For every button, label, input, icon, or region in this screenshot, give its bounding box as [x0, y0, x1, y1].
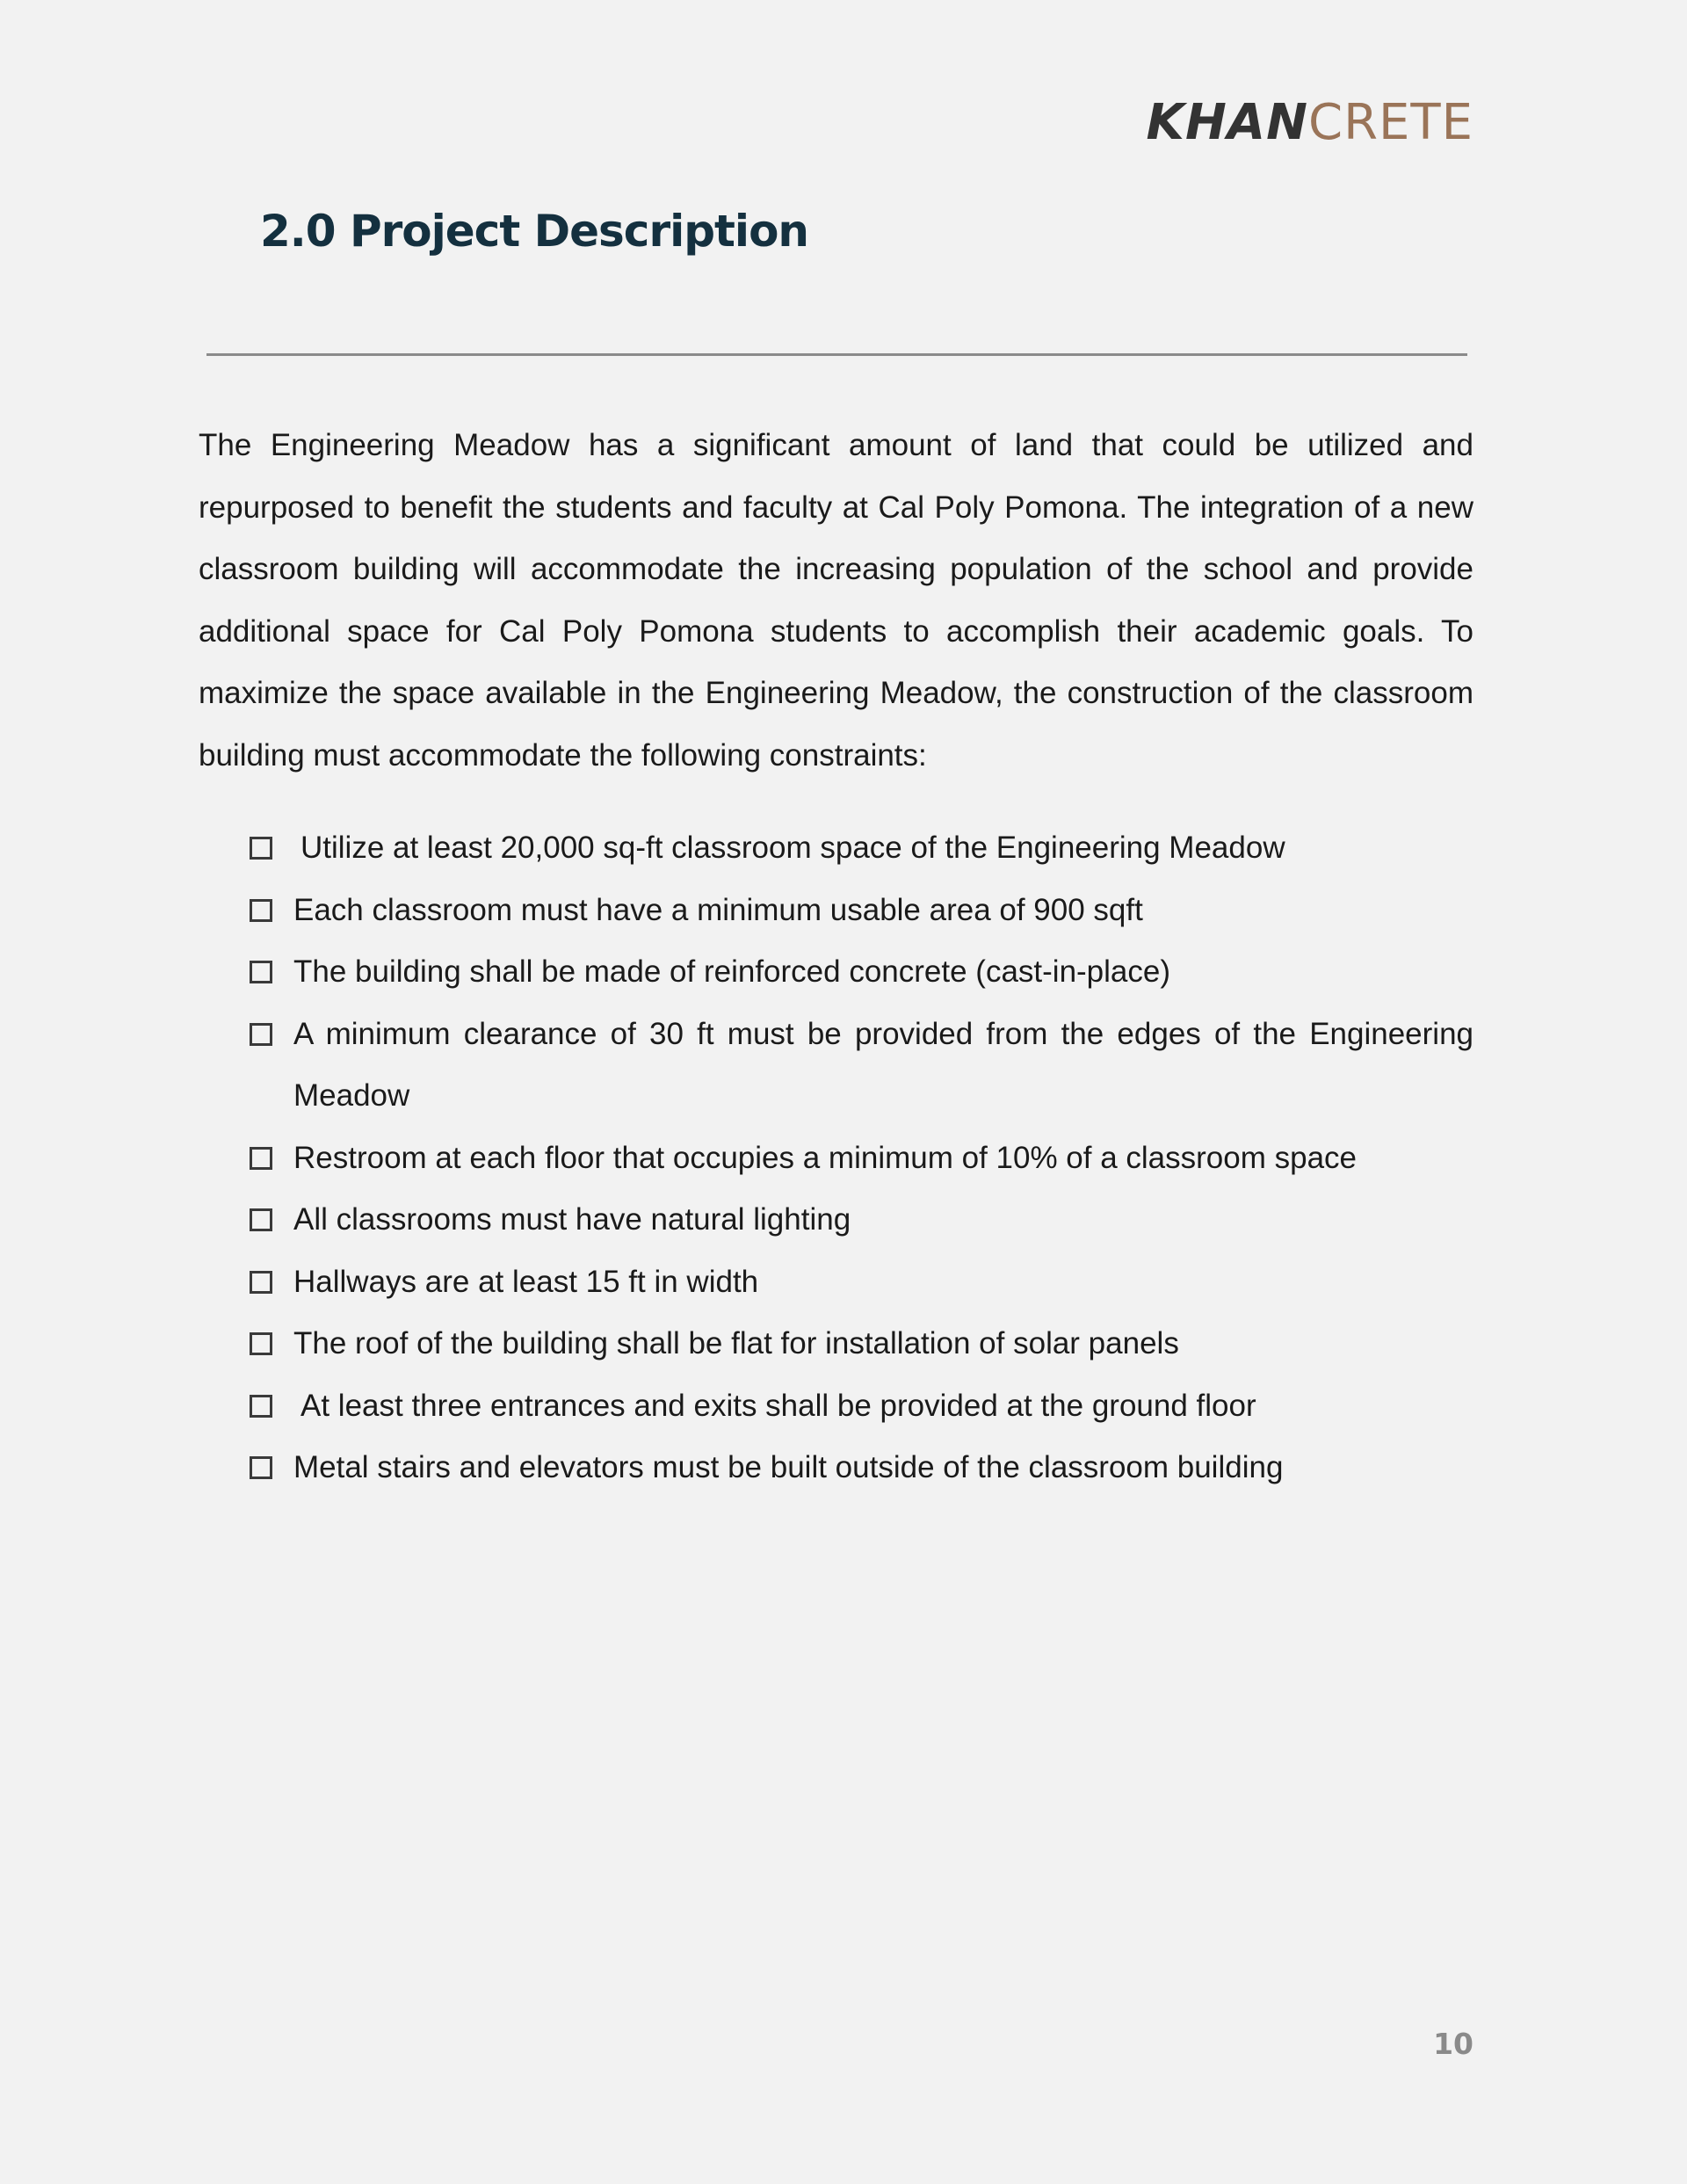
constraints-checklist [250, 817, 1473, 1499]
constraint-item [250, 941, 1473, 1004]
intro-paragraph: The Engineering Meadow has a significant amount of land that could be utilized and repurposed to benefit the students and faculty at Cal Poly Pomona. The integration of a new classroom building will accommodate the increasing population of the school and provide additional space for Cal Poly Pomona students to accomplish their academic goals. To maximize the space available in the Engineering Meadow, the construction of the classroom building must accommodate the following constraints: [199, 428, 1473, 773]
constraint-text: Hallways are at least 15 ft in width [293, 1264, 759, 1299]
checkbox-icon[interactable] [250, 1147, 272, 1170]
constraint-text: A minimum clearance of 30 ft must be provided from the edges of the Engineering Meadow [293, 1016, 1473, 1113]
constraint-item [250, 1252, 1473, 1314]
logo-text-bold: KHAN [1146, 94, 1309, 151]
constraint-text: All classrooms must have natural lighting [293, 1202, 851, 1237]
checkbox-icon[interactable] [250, 1456, 272, 1479]
constraint-text: Each classroom must have a minimum usable area of 900 sqft [293, 892, 1143, 927]
checkbox-icon[interactable] [250, 1332, 272, 1355]
checkbox-icon[interactable] [250, 1023, 272, 1046]
checkbox-icon[interactable] [250, 1395, 272, 1418]
checkbox-icon[interactable] [250, 961, 272, 983]
checkbox-icon[interactable] [250, 899, 272, 922]
constraint-item [250, 1437, 1473, 1499]
constraint-item [250, 1313, 1473, 1375]
constraint-item [250, 1375, 1473, 1438]
constraint-item [250, 880, 1473, 942]
checkbox-icon[interactable] [250, 1271, 272, 1294]
constraint-item [250, 1004, 1473, 1128]
constraint-text: At least three entrances and exits shall be provided at the ground floor [300, 1388, 1256, 1423]
checkbox-icon[interactable] [250, 1208, 272, 1231]
constraint-text: Restroom at each floor that occupies a minimum of 10% of a classroom space [293, 1140, 1357, 1175]
constraint-text: The building shall be made of reinforced concrete (cast-in-place) [293, 954, 1171, 989]
page-number: 10 [1433, 2027, 1473, 2061]
company-logo [1146, 94, 1473, 151]
constraint-text: Metal stairs and elevators must be built outside of the classroom building [293, 1450, 1284, 1484]
constraint-item [250, 1189, 1473, 1252]
constraint-item [250, 1128, 1473, 1190]
title-divider [206, 353, 1467, 356]
constraint-item [250, 817, 1473, 880]
constraint-text: The roof of the building shall be flat for installation of solar panels [293, 1326, 1179, 1360]
logo-text-light: CRETE [1308, 94, 1473, 151]
checkbox-icon[interactable] [250, 837, 272, 860]
constraint-text: Utilize at least 20,000 sq-ft classroom space of the Engineering Meadow [300, 831, 1285, 865]
section-title: 2.0 Project Description [260, 206, 809, 257]
